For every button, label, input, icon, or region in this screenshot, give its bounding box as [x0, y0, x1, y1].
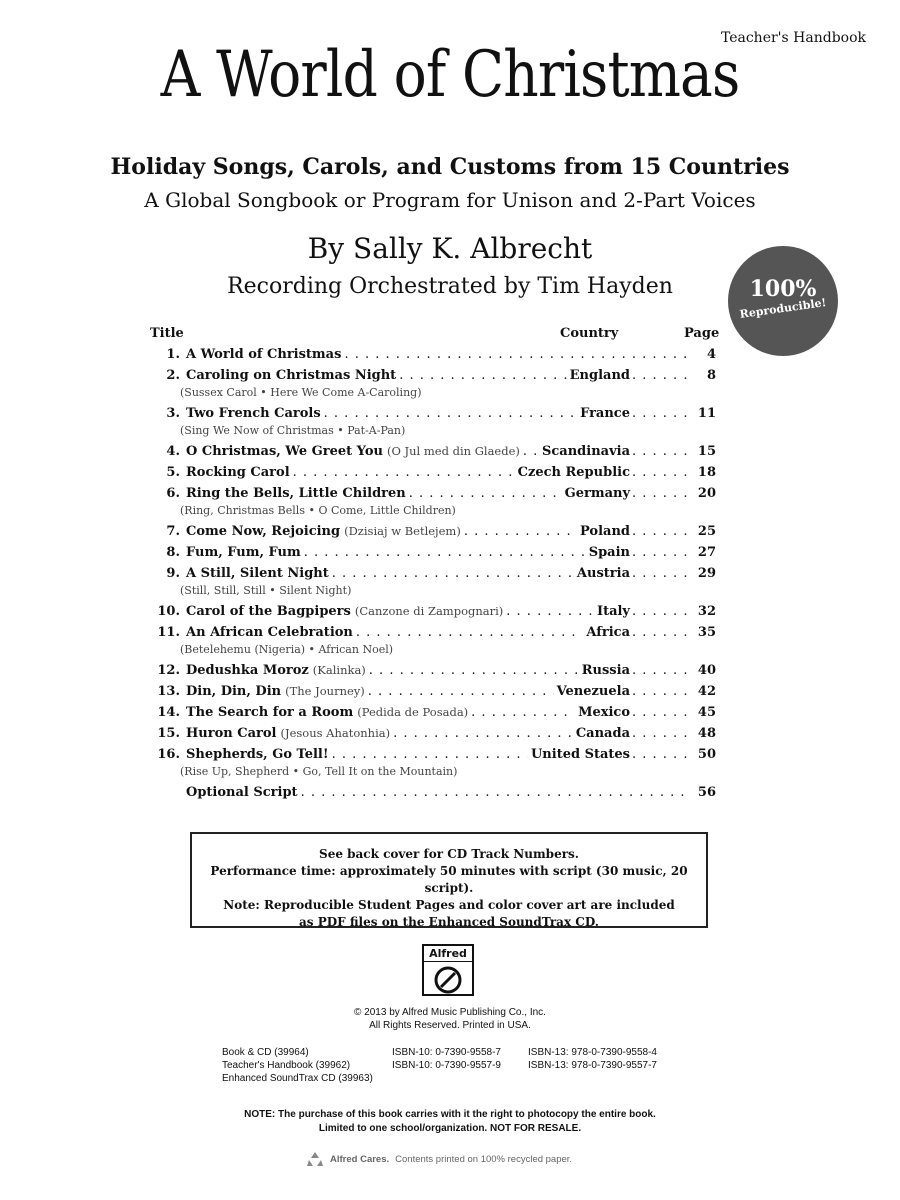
entry-country: Austria	[576, 566, 630, 581]
info-line: Performance time: approximately 50 minutes with script (30 music, 20 script).	[210, 864, 688, 895]
footer-text: Contents printed on 100% recycled paper.	[395, 1153, 573, 1165]
dot-leader	[368, 681, 554, 702]
info-line: as PDF files on the Enhanced SoundTrax CD.	[299, 915, 599, 929]
entry-alt-title: (O Jul med din Glaede)	[386, 444, 520, 458]
entry-page: 40	[697, 663, 716, 678]
dot-leader	[293, 462, 515, 483]
entry-title-text: O Christmas, We Greet You	[186, 444, 383, 459]
entry-country: Czech Republic	[517, 465, 630, 480]
toc-line	[150, 744, 716, 765]
entry-page: 29	[697, 566, 716, 581]
orchestration-credit: Recording Orchestrated by Tim Hayden	[227, 274, 673, 299]
toc-line	[150, 403, 716, 424]
toc-entry	[150, 622, 716, 660]
entry-title	[186, 723, 390, 744]
toc-line	[150, 462, 716, 483]
entry-page: 25	[697, 524, 716, 539]
toc-entry	[150, 365, 716, 403]
book-title: A World of Christmas	[160, 38, 740, 112]
entry-number: 8.	[166, 545, 180, 560]
table-of-contents	[150, 326, 720, 803]
isbn10-column	[392, 1046, 501, 1072]
entry-page: 32	[697, 604, 716, 619]
toc-line	[150, 521, 716, 542]
info-line: Note: Reproducible Student Pages and color cover art are included	[223, 898, 675, 912]
entry-title-text: Rocking Carol	[186, 465, 290, 480]
entry-page: 48	[697, 726, 716, 741]
toc-entry	[150, 681, 716, 702]
entry-number: 9.	[166, 566, 180, 581]
dot-leader	[632, 723, 692, 744]
dot-leader	[332, 563, 574, 584]
toc-entry	[150, 563, 716, 601]
entry-country: England	[569, 368, 630, 383]
entry-subtitle: (Sussex Carol • Here We Come A-Caroling)	[180, 386, 422, 399]
toc-line	[150, 344, 716, 365]
toc-entry	[150, 483, 716, 521]
dot-leader	[301, 782, 691, 803]
dot-leader	[369, 660, 579, 681]
toc-line	[150, 563, 716, 584]
footer-brand: Alfred Cares.	[330, 1153, 390, 1165]
entry-subtitle: (Betelehemu (Nigeria) • African Noel)	[180, 643, 394, 656]
dot-leader	[344, 344, 691, 365]
dot-leader	[632, 542, 692, 563]
toc-entry	[150, 660, 716, 681]
entry-page: 4	[706, 347, 716, 362]
toc-line	[150, 542, 716, 563]
entry-number: 14.	[157, 705, 180, 720]
entry-country: Africa	[586, 625, 630, 640]
entry-title	[186, 403, 321, 424]
subtitle-secondary: A Global Songbook or Program for Unison and 2-Part Voices	[144, 188, 756, 212]
copyright-line: All Rights Reserved. Printed in USA.	[369, 1020, 531, 1031]
toc-entry	[150, 601, 716, 622]
dot-leader	[632, 403, 692, 424]
toc-header-title: Title	[150, 326, 184, 341]
note-line: NOTE: The purchase of this book carries with it the right to photocopy the entire book.	[244, 1109, 656, 1120]
entry-alt-title: (Kalinka)	[312, 663, 366, 677]
entry-title	[186, 521, 461, 542]
entry-country: Italy	[596, 604, 630, 619]
entry-title-text: Ring the Bells, Little Children	[186, 486, 406, 501]
entry-page: 8	[706, 368, 716, 383]
entry-number: 7.	[166, 524, 180, 539]
entry-title	[186, 542, 301, 563]
entry-title-text: The Search for a Room	[186, 705, 354, 720]
entry-title-text: Two French Carols	[186, 406, 321, 421]
entry-subtitle: (Sing We Now of Christmas • Pat-A-Pan)	[180, 424, 406, 437]
entry-title	[186, 622, 353, 643]
isbn10: ISBN-10: 0-7390-9558-7	[392, 1047, 501, 1058]
toc-entry	[150, 744, 716, 782]
entry-title-text: Come Now, Rejoicing	[186, 524, 341, 539]
dot-leader	[632, 744, 692, 765]
recycled-footer	[306, 1150, 572, 1168]
entry-title-text: Fum, Fum, Fum	[186, 545, 301, 560]
note-line: Limited to one school/organization. NOT FOR RESALE.	[318, 1123, 582, 1134]
entry-number: 2.	[166, 368, 180, 383]
entry-page: 50	[697, 747, 716, 762]
entry-title-text: Caroling on Christmas Night	[186, 368, 397, 383]
isbn13: ISBN-13: 978-0-7390-9558-4	[528, 1047, 657, 1058]
entry-page: 45	[697, 705, 716, 720]
copyright-line: © 2013 by Alfred Music Publishing Co., Inc.	[354, 1007, 546, 1018]
entry-title	[186, 744, 329, 765]
toc-entry	[150, 702, 716, 723]
dot-leader	[506, 601, 594, 622]
entry-country: Mexico	[578, 705, 630, 720]
entry-alt-title: (Pedida de Posada)	[357, 705, 469, 719]
toc-entry	[150, 344, 716, 365]
entry-title-text: Dedushka Moroz	[186, 663, 309, 678]
isbn13: ISBN-13: 978-0-7390-9557-7	[528, 1060, 657, 1071]
dot-leader	[409, 483, 562, 504]
product-name: Book & CD (39964)	[222, 1047, 309, 1058]
dot-leader	[523, 441, 539, 462]
entry-alt-title: (The Journey)	[285, 684, 365, 698]
entry-title-text: Carol of the Bagpipers	[186, 604, 351, 619]
toc-entry	[150, 441, 716, 462]
toc-entry	[150, 542, 716, 563]
toc-line	[150, 782, 716, 803]
entry-subtitle: (Still, Still, Still • Silent Night)	[180, 584, 352, 597]
entry-page: 18	[697, 465, 716, 480]
dot-leader	[632, 681, 692, 702]
entry-number: 11.	[157, 625, 180, 640]
entry-country: Scandinavia	[542, 444, 630, 459]
entry-country: United States	[530, 747, 630, 762]
toc-line	[150, 723, 716, 744]
entry-title-text: Huron Carol	[186, 726, 277, 741]
entry-country: France	[580, 406, 630, 421]
dot-leader	[632, 441, 692, 462]
entry-page: 56	[697, 785, 716, 800]
entry-number: 3.	[166, 406, 180, 421]
entry-country: Poland	[579, 524, 630, 539]
toc-line	[150, 441, 716, 462]
entry-title	[186, 660, 366, 681]
entry-title	[186, 782, 298, 803]
toc-entry	[150, 403, 716, 441]
dot-leader	[324, 403, 577, 424]
entry-number: 4.	[166, 444, 180, 459]
product-names	[222, 1046, 373, 1085]
entry-title	[186, 601, 503, 622]
product-name: Enhanced SoundTrax CD (39963)	[222, 1073, 373, 1084]
dot-leader	[304, 542, 586, 563]
toc-entry	[150, 521, 716, 542]
dot-leader	[399, 365, 566, 386]
logo-text: Alfred	[424, 946, 472, 962]
entry-title	[186, 344, 341, 365]
entry-page: 20	[697, 486, 716, 501]
toc-line	[150, 483, 716, 504]
entry-country: Spain	[588, 545, 630, 560]
subtitle: Holiday Songs, Carols, and Customs from 15 Countries	[110, 154, 790, 180]
entry-title-text: Din, Din, Din	[186, 684, 282, 699]
entry-title	[186, 441, 520, 462]
entry-title	[186, 462, 290, 483]
author-line: By Sally K. Albrecht	[307, 232, 593, 265]
dot-leader	[332, 744, 528, 765]
dot-leader	[632, 521, 692, 542]
handbook-label: Teacher's Handbook	[720, 30, 866, 46]
entry-page: 15	[697, 444, 716, 459]
dot-leader	[356, 622, 584, 643]
toc-line	[150, 660, 716, 681]
music-note-icon	[433, 965, 463, 995]
toc-line	[150, 622, 716, 643]
entry-title-text: Shepherds, Go Tell!	[186, 747, 329, 762]
info-line: See back cover for CD Track Numbers.	[319, 847, 579, 861]
toc-header-page: Page	[684, 326, 720, 341]
entry-title	[186, 702, 468, 723]
entry-title-text: An African Celebration	[186, 625, 353, 640]
entry-alt-title: (Dzisiaj w Betlejem)	[344, 524, 461, 538]
dot-leader	[632, 601, 692, 622]
entry-number: 15.	[157, 726, 180, 741]
dot-leader	[632, 622, 692, 643]
toc-header	[150, 326, 720, 344]
entry-title	[186, 365, 396, 386]
dot-leader	[393, 723, 573, 744]
alfred-logo	[422, 944, 474, 996]
reproducible-badge	[728, 246, 838, 356]
toc-entry	[150, 782, 716, 803]
toc-line	[150, 681, 716, 702]
badge-percent: 100%	[749, 276, 817, 302]
entry-title-text: A Still, Silent Night	[186, 566, 329, 581]
entry-number: 5.	[166, 465, 180, 480]
entry-title	[186, 483, 406, 504]
entry-number: 1.	[166, 347, 180, 362]
dot-leader	[632, 365, 692, 386]
entry-number: 6.	[166, 486, 180, 501]
entry-number: 10.	[157, 604, 180, 619]
isbn10: ISBN-10: 0-7390-9557-9	[392, 1060, 501, 1071]
entry-alt-title: (Jesous Ahatonhia)	[280, 726, 391, 740]
toc-entries	[150, 344, 716, 803]
entry-number: 12.	[157, 663, 180, 678]
entry-country: Canada	[575, 726, 630, 741]
entry-title-text: Optional Script	[186, 785, 298, 800]
recycle-icon	[306, 1150, 324, 1168]
toc-header-country: Country	[560, 326, 619, 341]
entry-page: 11	[697, 406, 716, 421]
isbn13-column	[528, 1046, 657, 1072]
entry-page: 27	[697, 545, 716, 560]
entry-country: Germany	[564, 486, 630, 501]
dot-leader	[632, 563, 692, 584]
toc-line	[150, 702, 716, 723]
entry-number: 13.	[157, 684, 180, 699]
photocopy-note	[0, 1108, 900, 1136]
entry-title-text: A World of Christmas	[186, 347, 342, 362]
dot-leader	[464, 521, 577, 542]
entry-number: 16.	[157, 747, 180, 762]
dot-leader	[632, 702, 692, 723]
dot-leader	[632, 462, 692, 483]
dot-leader	[471, 702, 575, 723]
toc-entry	[150, 723, 716, 744]
badge-text: Reproducible!	[738, 295, 828, 322]
entry-page: 35	[697, 625, 716, 640]
entry-country: Venezuela	[556, 684, 630, 699]
dot-leader	[632, 660, 692, 681]
product-name: Teacher's Handbook (39962)	[222, 1060, 351, 1071]
entry-subtitle: (Ring, Christmas Bells • O Come, Little Children)	[180, 504, 456, 517]
entry-title	[186, 563, 329, 584]
entry-alt-title: (Canzone di Zampognari)	[354, 604, 504, 618]
toc-entry	[150, 462, 716, 483]
info-box	[190, 832, 708, 928]
entry-subtitle: (Rise Up, Shepherd • Go, Tell It on the Mountain)	[180, 765, 458, 778]
entry-page: 42	[697, 684, 716, 699]
toc-line	[150, 365, 716, 386]
entry-country: Russia	[581, 663, 630, 678]
entry-title	[186, 681, 365, 702]
dot-leader	[632, 483, 692, 504]
toc-line	[150, 601, 716, 622]
copyright	[0, 1006, 900, 1032]
